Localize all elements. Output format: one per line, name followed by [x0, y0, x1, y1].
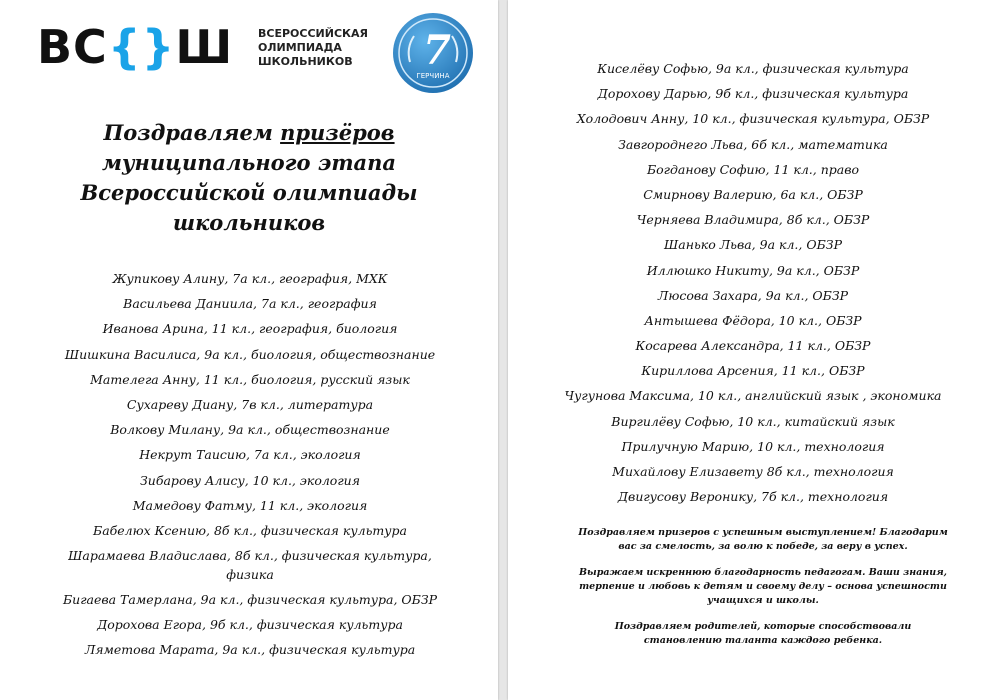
- closing-paragraph-parents: Поздравляем родителей, которые способствовали становлению таланта каждого ребенка.: [614, 621, 912, 646]
- headline-underlined-word: призёров: [280, 120, 395, 145]
- headline-line-3: Всероссийской олимпиады: [80, 180, 418, 205]
- winner-entry: Сухареву Диану, 7в кл., литература: [126, 396, 374, 412]
- winner-entry: Шарамаева Владислава, 8б кл., физическая культура, физика: [68, 548, 432, 583]
- winner-entry: Некрут Таисию, 7а кл., экология: [139, 447, 361, 463]
- winner-entry: Смирнову Валерию, 6а кл., ОБЗР: [643, 186, 863, 202]
- winner-entry: Киселёву Софью, 9а кл., физическая культура: [597, 61, 909, 76]
- winner-entry: Антышева Фёдора, 10 кл., ОБЗР: [644, 312, 862, 328]
- vsosh-logo: [37, 20, 234, 74]
- headline-line-2: муниципального этапа: [101, 150, 397, 175]
- winner-entry: Ляметова Марата, 9а кл., физическая культура: [84, 642, 416, 658]
- winner-entry: Зибарову Алису, 10 кл., экология: [140, 472, 360, 488]
- winners-list-left: [50, 266, 450, 663]
- winner-entry: Михайлову Елизавету 8б кл., технология: [612, 464, 894, 479]
- winner-entry: Иллюшко Никиту, 9а кл., ОБЗР: [646, 262, 860, 278]
- school-7-badge-icon: [392, 12, 474, 94]
- winner-entry: Шишкина Василиса, 9а кл., биология, обществознание: [64, 346, 436, 362]
- page-headline: [0, 118, 498, 238]
- badge-number: 7: [423, 27, 451, 74]
- winner-entry: Жупикову Алину, 7а кл., география, МХК: [112, 271, 388, 286]
- logo-caption: [258, 27, 368, 69]
- winner-entry: Иванова Арина, 11 кл., география, биология: [102, 321, 398, 337]
- winner-entry: Чугунова Максима, 10 кл., английский язык , экономика: [564, 388, 942, 404]
- winner-entry: Волкову Милану, 9а кл., обществознание: [110, 422, 390, 438]
- winner-entry: Богданову Софию, 11 кл., право: [646, 161, 860, 177]
- winner-entry: Мамедову Фатму, 11 кл., экология: [132, 497, 368, 513]
- winner-entry: Черняева Владимира, 8б кл., ОБЗР: [636, 212, 870, 228]
- document-page-left: [0, 0, 498, 700]
- winner-entry: Прилучную Марию, 10 кл., технология: [621, 438, 885, 454]
- headline-line-4: школьников: [172, 210, 326, 235]
- document-page-right: [508, 0, 998, 700]
- winner-entry: Шанько Льва, 9а кл., ОБЗР: [664, 237, 842, 253]
- winner-entry: Кириллова Арсения, 11 кл., ОБЗР: [641, 363, 865, 379]
- winner-entry: Холодович Анну, 10 кл., физическая культура, ОБЗР: [576, 111, 930, 127]
- closing-paragraph-teachers: Выражаем искреннюю благодарность педагогам. Ваши знания, терпение и любовь к детям и своему делу – основа успешности учащихся и школы.: [579, 567, 947, 606]
- logo-brace-open: {: [107, 20, 142, 74]
- winner-entry: Бигаева Тамерлана, 9а кл., физическая культура, ОБЗР: [62, 592, 438, 608]
- winner-entry: Косарева Александра, 11 кл., ОБЗР: [635, 338, 871, 354]
- logo-caption-line: ШКОЛЬНИКОВ: [258, 55, 353, 68]
- winner-entry: Двигусову Веронику, 7б кл., технология: [617, 489, 889, 505]
- badge-label: ГЕРЧИНА: [416, 72, 450, 80]
- winner-entry: Дорохова Егора, 9б кл., физическая культура: [97, 617, 403, 633]
- winner-entry: Васильева Даниила, 7а кл., география: [123, 296, 377, 312]
- winner-entry: Завгороднего Льва, 6б кл., математика: [618, 136, 888, 152]
- headline-line-1: [0, 118, 498, 148]
- winner-entry: Люсова Захара, 9а кл., ОБЗР: [657, 287, 849, 303]
- winners-list-right: [508, 56, 998, 509]
- logo-caption-line: ОЛИМПИАДА: [258, 41, 342, 54]
- closing-remarks: [578, 526, 948, 660]
- logo-letters-right: Ш: [175, 20, 234, 74]
- logo-letters-left: ВС: [37, 20, 108, 74]
- headline-prefix: Поздравляем: [103, 120, 281, 145]
- closing-paragraph-winners: Поздравляем призеров с успешным выступлением! Благодарим вас за смелость, за волю к победе, за веру в успех.: [578, 527, 948, 552]
- logo-caption-line: ВСЕРОССИЙСКАЯ: [258, 27, 368, 40]
- logo-brace-close: }: [141, 20, 176, 74]
- winner-entry: Мателега Анну, 11 кл., биология, русский язык: [90, 371, 410, 387]
- winner-entry: Дорохову Дарью, 9б кл., физическая культура: [597, 86, 909, 102]
- winner-entry: Бабелюх Ксению, 8б кл., физическая культура: [93, 522, 407, 538]
- winner-entry: Виргилёву Софью, 10 кл., китайский язык: [611, 413, 895, 429]
